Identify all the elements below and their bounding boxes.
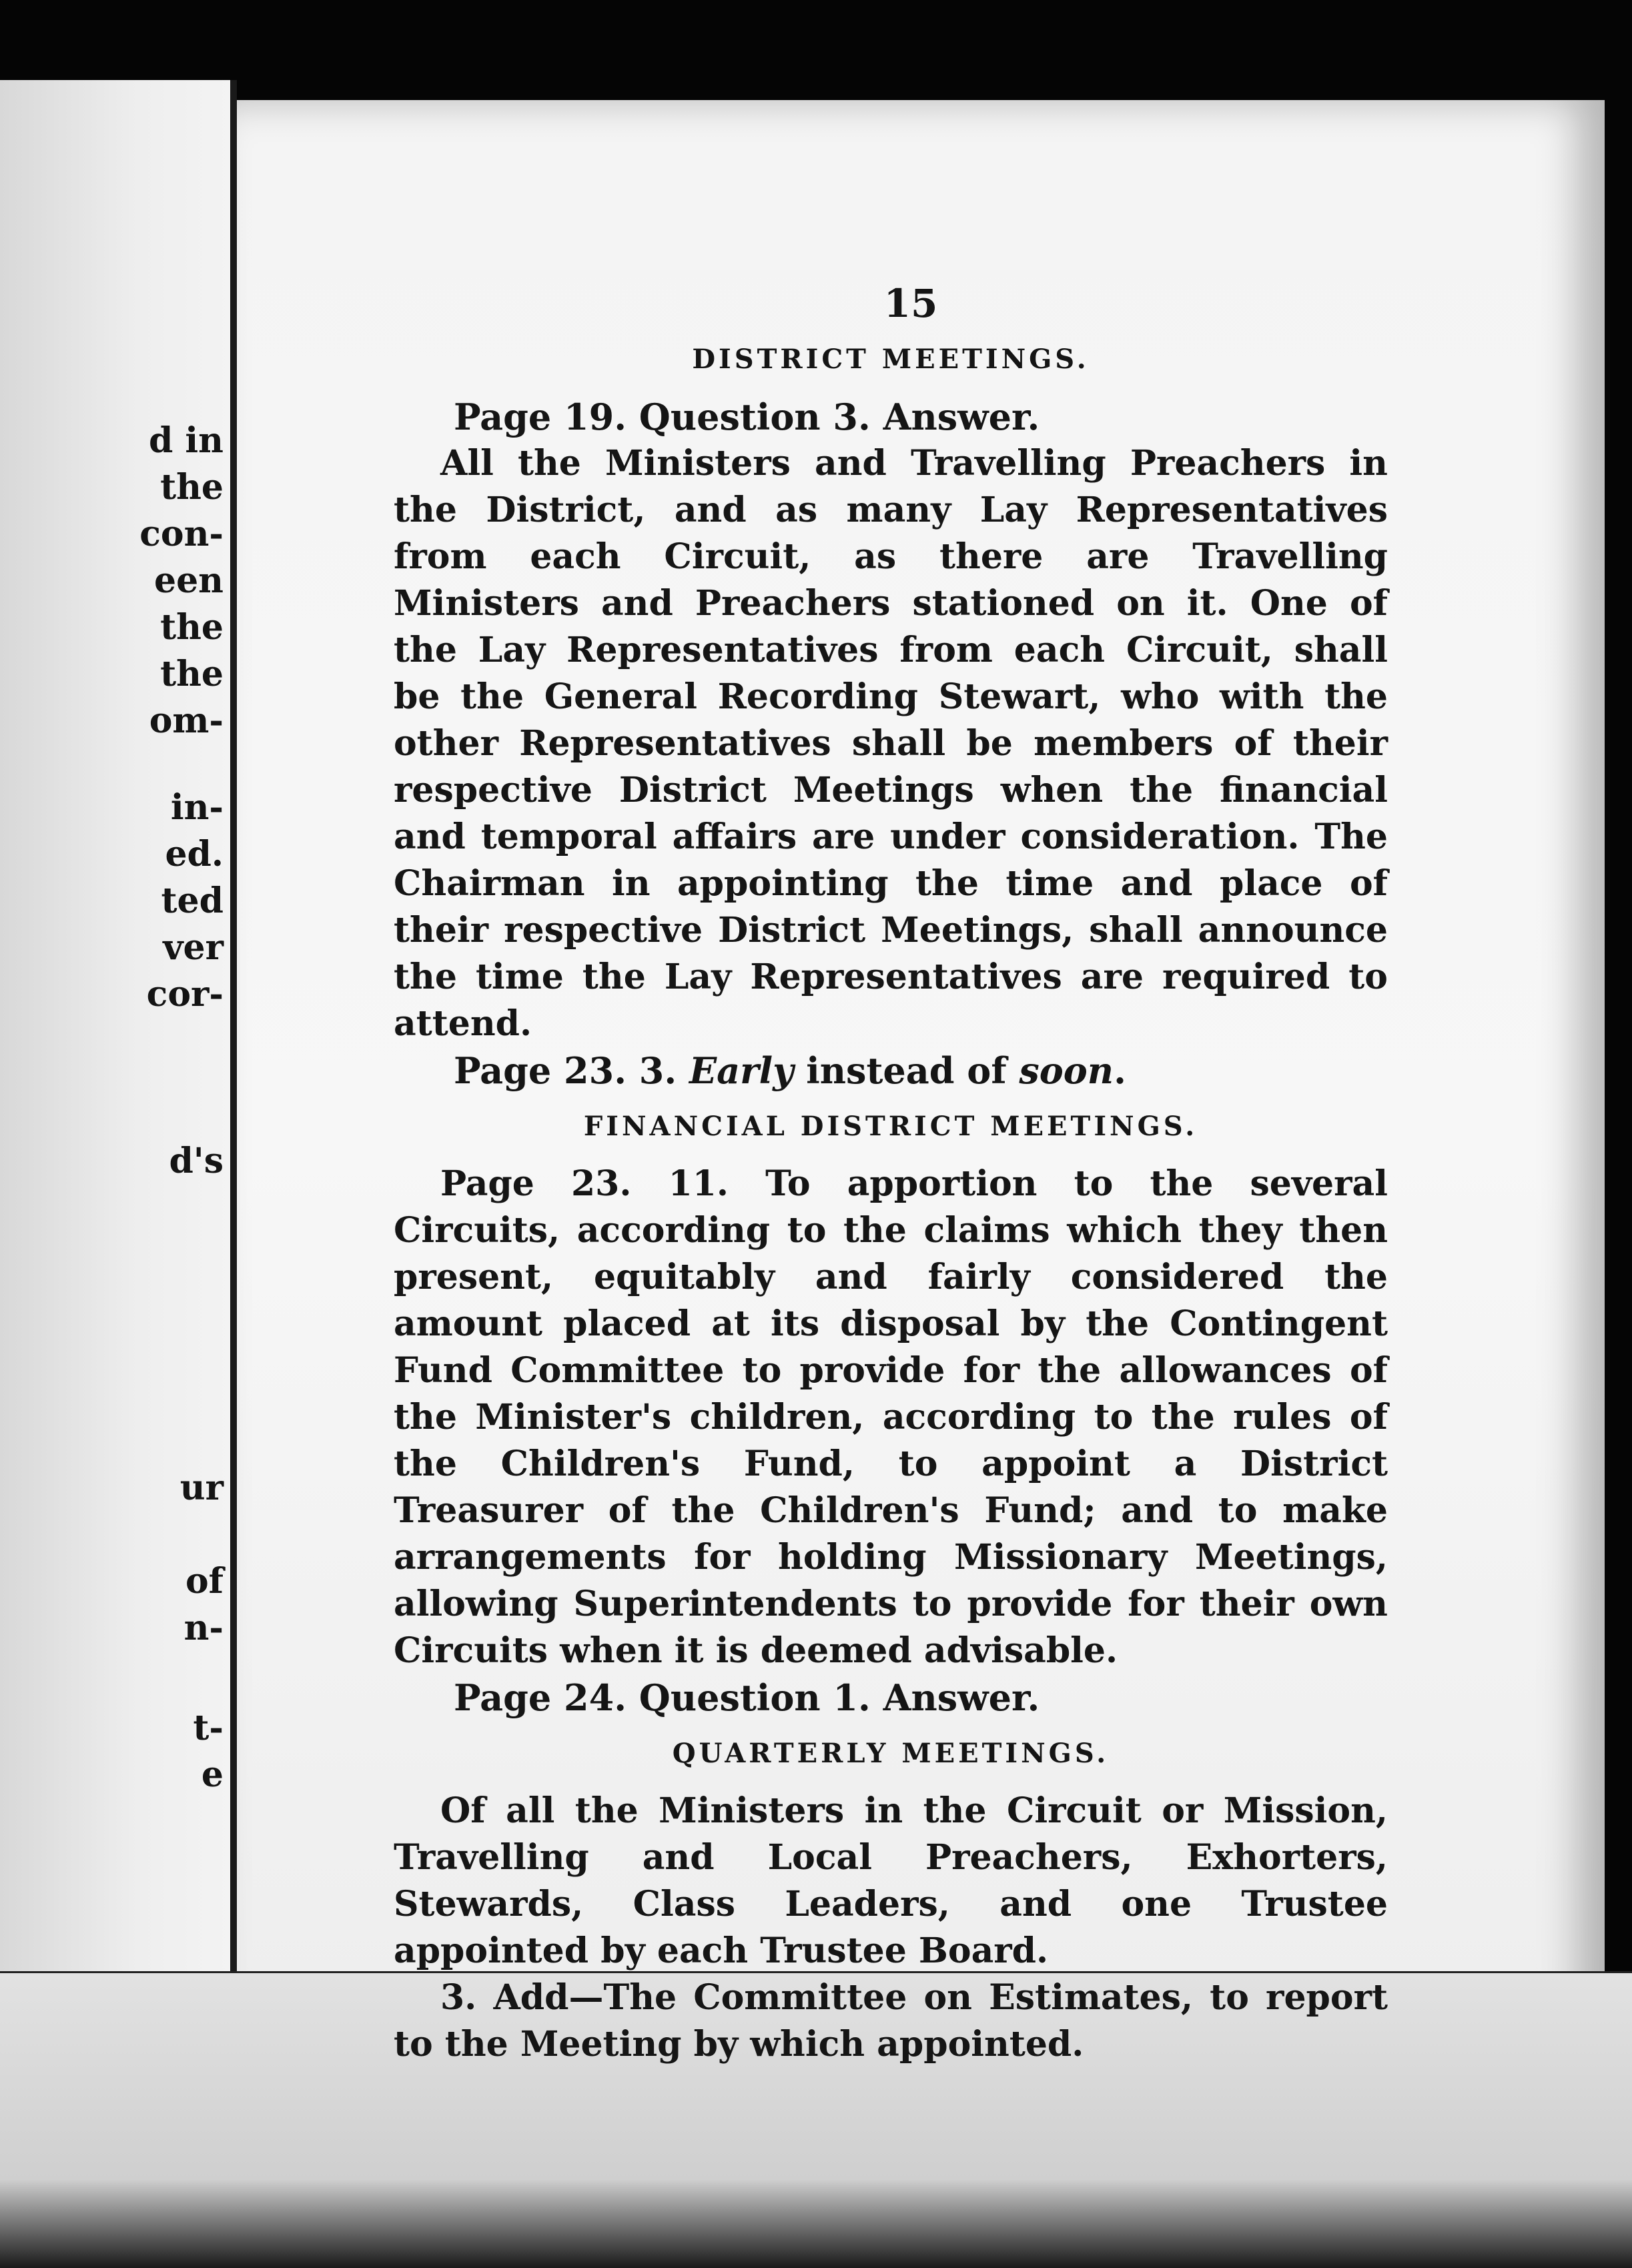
paragraph: Of all the Ministers in the Circuit or Mission, Travelling and Local Preachers, Exhorters, Stewards, Class Leaders, and one Trustee appointed by each Trustee Board.	[394, 1790, 1388, 1971]
facing-page-fragment	[0, 80, 230, 2201]
note-middle: instead of	[793, 1049, 1019, 1092]
facing-text-fragment: om-	[149, 700, 224, 741]
facing-text-fragment: cor-	[146, 974, 224, 1015]
amendment-note	[394, 1047, 1388, 1094]
facing-text-fragment: ted	[161, 881, 224, 921]
section-heading-financial-district-meetings: FINANCIAL DISTRICT MEETINGS.	[583, 1111, 1198, 1142]
facing-text-fragment: d in	[148, 420, 224, 461]
note-suffix: .	[1114, 1049, 1126, 1092]
facing-text-fragment: the	[160, 607, 224, 648]
facing-text-fragment: t-	[193, 1708, 224, 1748]
facing-text-fragment: con-	[139, 514, 224, 554]
paragraph: 3. Add—The Committee on Estimates, to report to the Meeting by which appointed.	[394, 1977, 1388, 2065]
book-gutter	[230, 80, 237, 2201]
reference-line: Page 19. Question 3. Answer.	[454, 396, 1040, 438]
facing-text-fragment: ur	[179, 1468, 224, 1508]
facing-text-fragment: in-	[170, 787, 224, 828]
note-italic-soon: soon	[1019, 1049, 1114, 1092]
reference-line: Page 24. Question 1. Answer.	[454, 1676, 1040, 1719]
section-heading-district-meetings: DISTRICT MEETINGS.	[692, 344, 1090, 375]
page-number: 15	[883, 281, 938, 326]
facing-text-fragment: of	[185, 1561, 224, 1602]
section-heading-quarterly-meetings: QUARTERLY MEETINGS.	[672, 1738, 1110, 1769]
facing-text-fragment: een	[154, 560, 224, 601]
facing-text-fragment: e	[201, 1754, 224, 1795]
page-text	[394, 280, 1388, 2068]
facing-text-fragment: the	[160, 654, 224, 694]
facing-text-fragment: the	[160, 467, 224, 508]
paragraph: All the Ministers and Travelling Preachers in the District, and as many Lay Representatives from each Circuit, as there are Travelling Ministers and Preachers stationed on it. One of the Lay Representatives from each Circuit, shall be the General Recording Stewart, who with the other Representatives shall be members of their respective District Meetings when the financial and temporal affairs are under consideration. The Chairman in appointing the time and place of their respective District Meetings, shall announce the time the Lay Representatives are required to attend.	[394, 443, 1388, 1044]
note-italic-early: Early	[689, 1049, 794, 1092]
facing-text-fragment: ed.	[165, 834, 224, 875]
facing-text-fragment: d's	[169, 1141, 224, 1181]
note-prefix: Page 23. 3.	[454, 1049, 689, 1092]
paragraph: Page 23. 11. To apportion to the several Circuits, according to the claims which they then present, equitably and fairly considered the amount placed at its disposal by the Contingent Fund Committee to provide for the allowances of the Minister's children, according to the rules of the Children's Fund, to appoint a District Treasurer of the Children's Fund; and to make arrangements for holding Missionary Meetings, allowing Superintendents to provide for their own Circuits when it is deemed advisable.	[394, 1163, 1388, 1671]
facing-text-fragment: n-	[183, 1608, 224, 1648]
facing-text-fragment: ver	[163, 927, 224, 968]
